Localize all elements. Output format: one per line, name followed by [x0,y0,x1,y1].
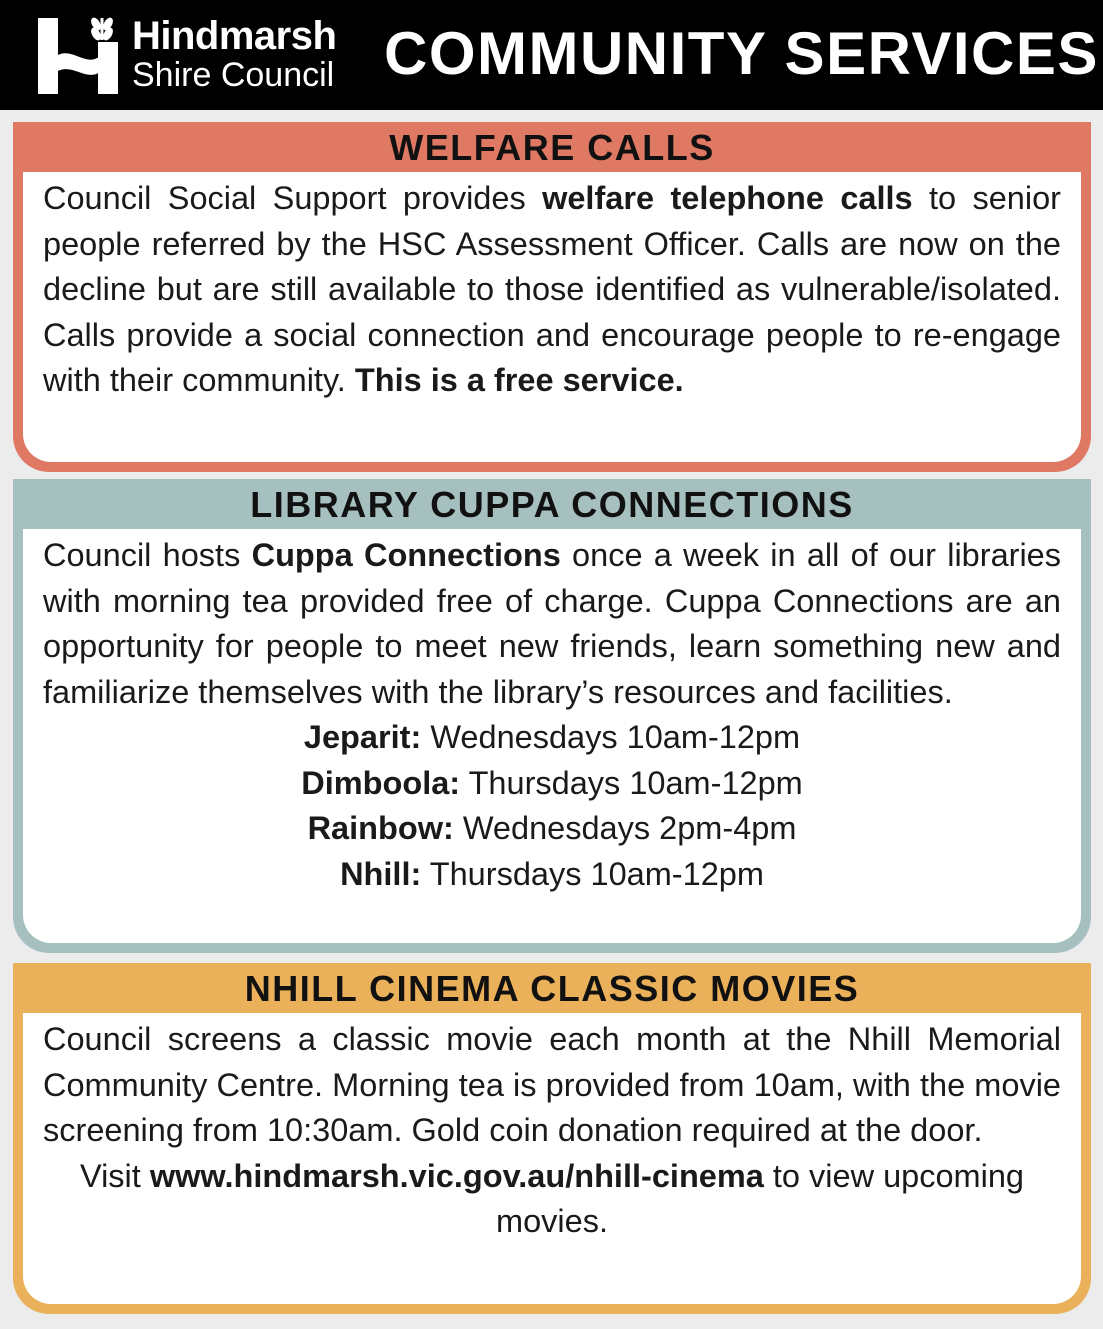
cinema-website-link[interactable]: www.hindmarsh.vic.gov.au/nhill-cinema [149,1157,764,1194]
page-title: COMMUNITY SERVICES [384,20,1099,87]
logo-line-1: Hindmarsh [132,14,337,58]
nhill-cinema-heading: NHILL CINEMA CLASSIC MOVIES [244,968,860,1009]
welfare-calls-body [23,172,1081,462]
library-cuppa-text [43,533,1061,715]
visit-suffix: to view upcoming movies. [496,1157,1024,1239]
session-dimboola [43,761,1061,807]
header-bar [0,0,1103,110]
session-nhill [43,852,1061,898]
council-logo-text [132,16,336,92]
session-time: Thursdays 10am-12pm [421,855,764,892]
welfare-text-2: to senior people referred by the HSC Assessment Officer. Calls are now on the decline but are still available to those identified as vulnerable/isolated. Calls provide a social connection and encourage people to re-engage with their community. [43,180,1061,398]
logo-line-2: Shire Council [132,56,335,94]
library-emphasis: Cuppa Connections [251,537,561,573]
welfare-calls-text [43,176,1061,404]
session-place: Nhill: [340,855,422,892]
session-jeparit [43,715,1061,761]
welfare-calls-heading: WELFARE CALLS [389,127,715,168]
library-text-2: once a week in all of our libraries with morning tea provided free of charge. Cuppa Connections are an opportunity for people to meet new friends, learn something new and familiarize themselves with the library’s resources and facilities. [43,537,1062,710]
session-place: Dimboola: [301,764,461,801]
cinema-text: Council screens a classic movie each month at the Nhill Memorial Community Centre. Morning tea is provided from 10am, with the movie screening from 10:30am. Gold coin donation required at the door. [43,1021,1061,1148]
session-time: Thursdays 10am-12pm [460,764,803,801]
welfare-calls-panel [13,122,1091,472]
welfare-text-1: Council Social Support provides [43,180,543,216]
library-text-1: Council hosts [43,537,252,573]
session-time: Wednesdays 10am-12pm [421,719,801,755]
cinema-visit-line [43,1154,1061,1245]
session-time: Wednesdays 2pm-4pm [453,810,797,846]
nhill-cinema-panel [13,963,1091,1314]
council-logo-icon [36,16,124,96]
session-rainbow [43,806,1061,852]
library-cuppa-body [23,529,1081,943]
nhill-cinema-body [23,1013,1081,1304]
visit-prefix: Visit [80,1157,150,1194]
session-place: Rainbow: [307,810,454,846]
library-cuppa-panel [13,479,1091,953]
welfare-emphasis-1: welfare telephone calls [542,180,913,216]
session-place: Jeparit: [303,719,422,755]
library-cuppa-heading: LIBRARY CUPPA CONNECTIONS [250,484,854,525]
welfare-emphasis-2: This is a free service. [354,362,684,398]
